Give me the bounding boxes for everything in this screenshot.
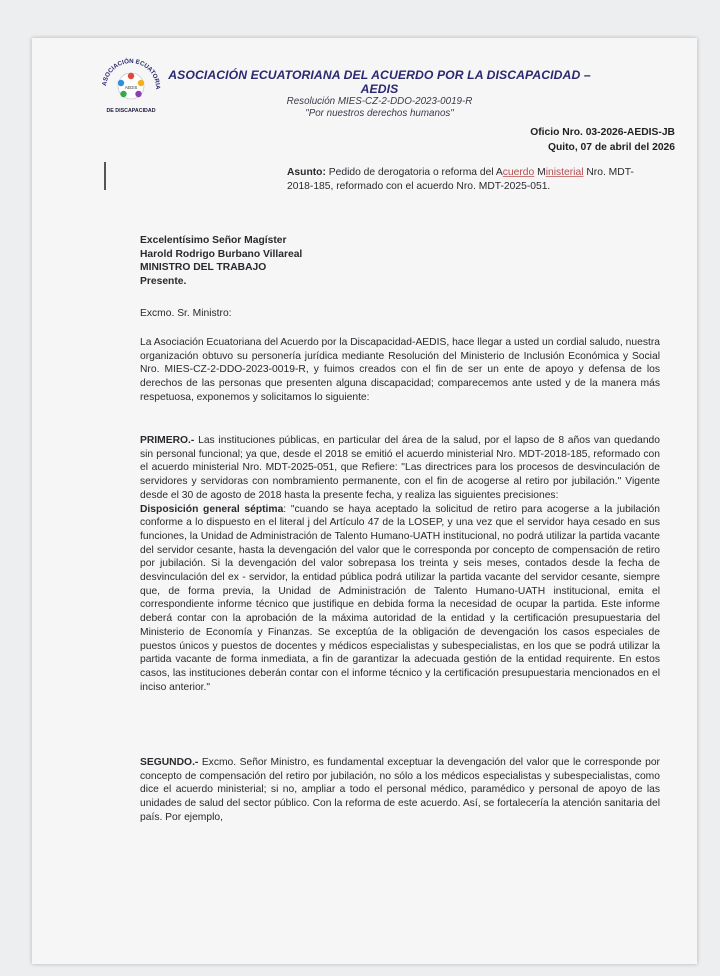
- motto-line: "Por nuestros derechos humanos": [305, 108, 454, 119]
- disposicion-text: : "cuando se haya aceptado la solicitud de retiro para acogerse a la jubilación conforme a lo dispuesto en el literal j del Artículo 47 de la LOSEP, y una vez que el servidor haya cesado en sus funciones, la Unidad de Administración de Talento Humano-UATH institucional, no podrá utilizar la partida vacante del servidor cesante, hasta la devengación del valor que le corresponda por concepto de compensación de retiro por jubilación. Si la devengación del valor sobrepasa los treinta y seis meses, contados desde la fecha de desvinculación del ex - servidor, la entidad pública podrá utilizar la partida vacante del servidor cesante, siempre que, de forma previa, la Unidad de Administración de Talento Humano-UATH institucional, emita el correspondiente informe técnico que justifique en debida forma la necesidad de ocupar la partida. Este informe deberá contar con la aprobación de la máxima autoridad de la entidad y la certificación presupuestaria del Ministerio de Economía y Finanzas. Se exceptúa de la obligación de devengación los casos especiales de puestos únicos y puestos de docentes y médicos especialistas y subespecialistas, en los que se podrá utilizar la partida vacante de forma inmediata, a fin de garantizar la adecuada gestión de la entidad requirente. En estos casos, las instituciones deberán contar con el informe técnico y la certificación presupuestaria mencionados en el inciso anterior.": [140, 503, 660, 693]
- oficio-number: Oficio Nro. 03-2026-AEDIS-JB: [530, 127, 675, 138]
- addressee-title: Excelentísimo Señor Magíster: [140, 235, 287, 246]
- spellcheck-word-2: inisterial: [545, 167, 584, 178]
- addressee-block: [140, 234, 660, 288]
- salutation: Excmo. Sr. Ministro:: [140, 308, 232, 319]
- subject-text-b: M: [534, 167, 546, 178]
- addressee-position: MINISTRO DEL TRABAJO: [140, 262, 267, 273]
- subject-text-c: Nro. MDT-2018-185, reformado con el acuerdo Nro. MDT-2025-051.: [287, 167, 634, 192]
- spellcheck-word-1: cuerdo: [502, 167, 535, 178]
- primero-text: Las instituciones públicas, en particular del área de la salud, por el lapso de 8 años van quedando sin personal funcional; ya que, desde el 2018 se emitió el acuerdo ministerial Nro. MDT-2018-185, reformado con el acuerdo ministerial Nro. MDT-2025-051, que Refiere: "Las directrices para los procesos de desvinculación de servidores y servidoras con nombramiento permanente, con el fin de acogerse al retiro por jubilación." Vigente desde el 30 de agosto de 2018 hasta la presente fecha, y realiza las siguientes precisiones:: [140, 435, 660, 501]
- logo-arc-text: ASOCIACIÓN ECUATORIA: [101, 57, 162, 90]
- intro-paragraph: La Asociación Ecuatoriana del Acuerdo por la Discapacidad-AEDIS, hace llegar a usted un cordial saludo, nuestra organización obtuvo su personería jurídica mediante Resolución del Ministerio de Inclusión Económica y Social Nro. MIES-CZ-2-DDO-2023-0019-R, y fuimos creados con el fin de ser un ente de apoyo y defensa de los derechos de las personas que presenten alguna discapacidad; comparecemos ante usted y de la manera más respetuosa, exponemos y solicitamos lo siguiente:: [140, 337, 660, 403]
- resolution-line: Resolución MIES-CZ-2-DDO-2023-0019-R: [286, 96, 473, 107]
- disposicion-label: Disposición general séptima: [140, 503, 284, 515]
- addressee-presente: Presente.: [140, 275, 187, 287]
- logo-bottom-text: DE DISCAPACIDAD: [106, 108, 156, 114]
- subject-block: [287, 166, 657, 194]
- letter-date: Quito, 07 de abril del 2026: [547, 142, 675, 153]
- primero-section: [140, 434, 660, 694]
- organization-name: ASOCIACIÓN ECUATORIANA DEL ACUERDO POR LA DISCAPACIDAD –AEDIS: [168, 68, 591, 96]
- subject-text-a: Pedido de derogatoria o reforma del A: [325, 167, 503, 178]
- document-page: [32, 38, 697, 964]
- reference-block: [530, 125, 675, 155]
- text-cursor: [104, 162, 106, 190]
- addressee-name: Harold Rodrigo Burbano Villareal: [140, 248, 303, 260]
- primero-label: PRIMERO.-: [140, 435, 195, 446]
- letterhead: [152, 68, 607, 120]
- segundo-text: Excmo. Señor Ministro, es fundamental exceptuar la devengación del valor que le corresponde por concepto de compensación del retiro por jubilación, no sólo a los médicos especialistas y subespecialistas, como dice el acuerdo ministerial; si no, ampliar a todo el personal médico, paramédico y personal de apoyo de las unidades de salud del sector público. Con la reforma de este acuerdo. Así, se fortalecería la atención sanitaria del país. Por ejemplo,: [140, 757, 660, 823]
- segundo-section: [140, 756, 660, 825]
- segundo-label: SEGUNDO.-: [140, 757, 199, 768]
- subject-label: Asunto:: [287, 167, 326, 178]
- logo-center-text: AEDIS: [124, 85, 138, 90]
